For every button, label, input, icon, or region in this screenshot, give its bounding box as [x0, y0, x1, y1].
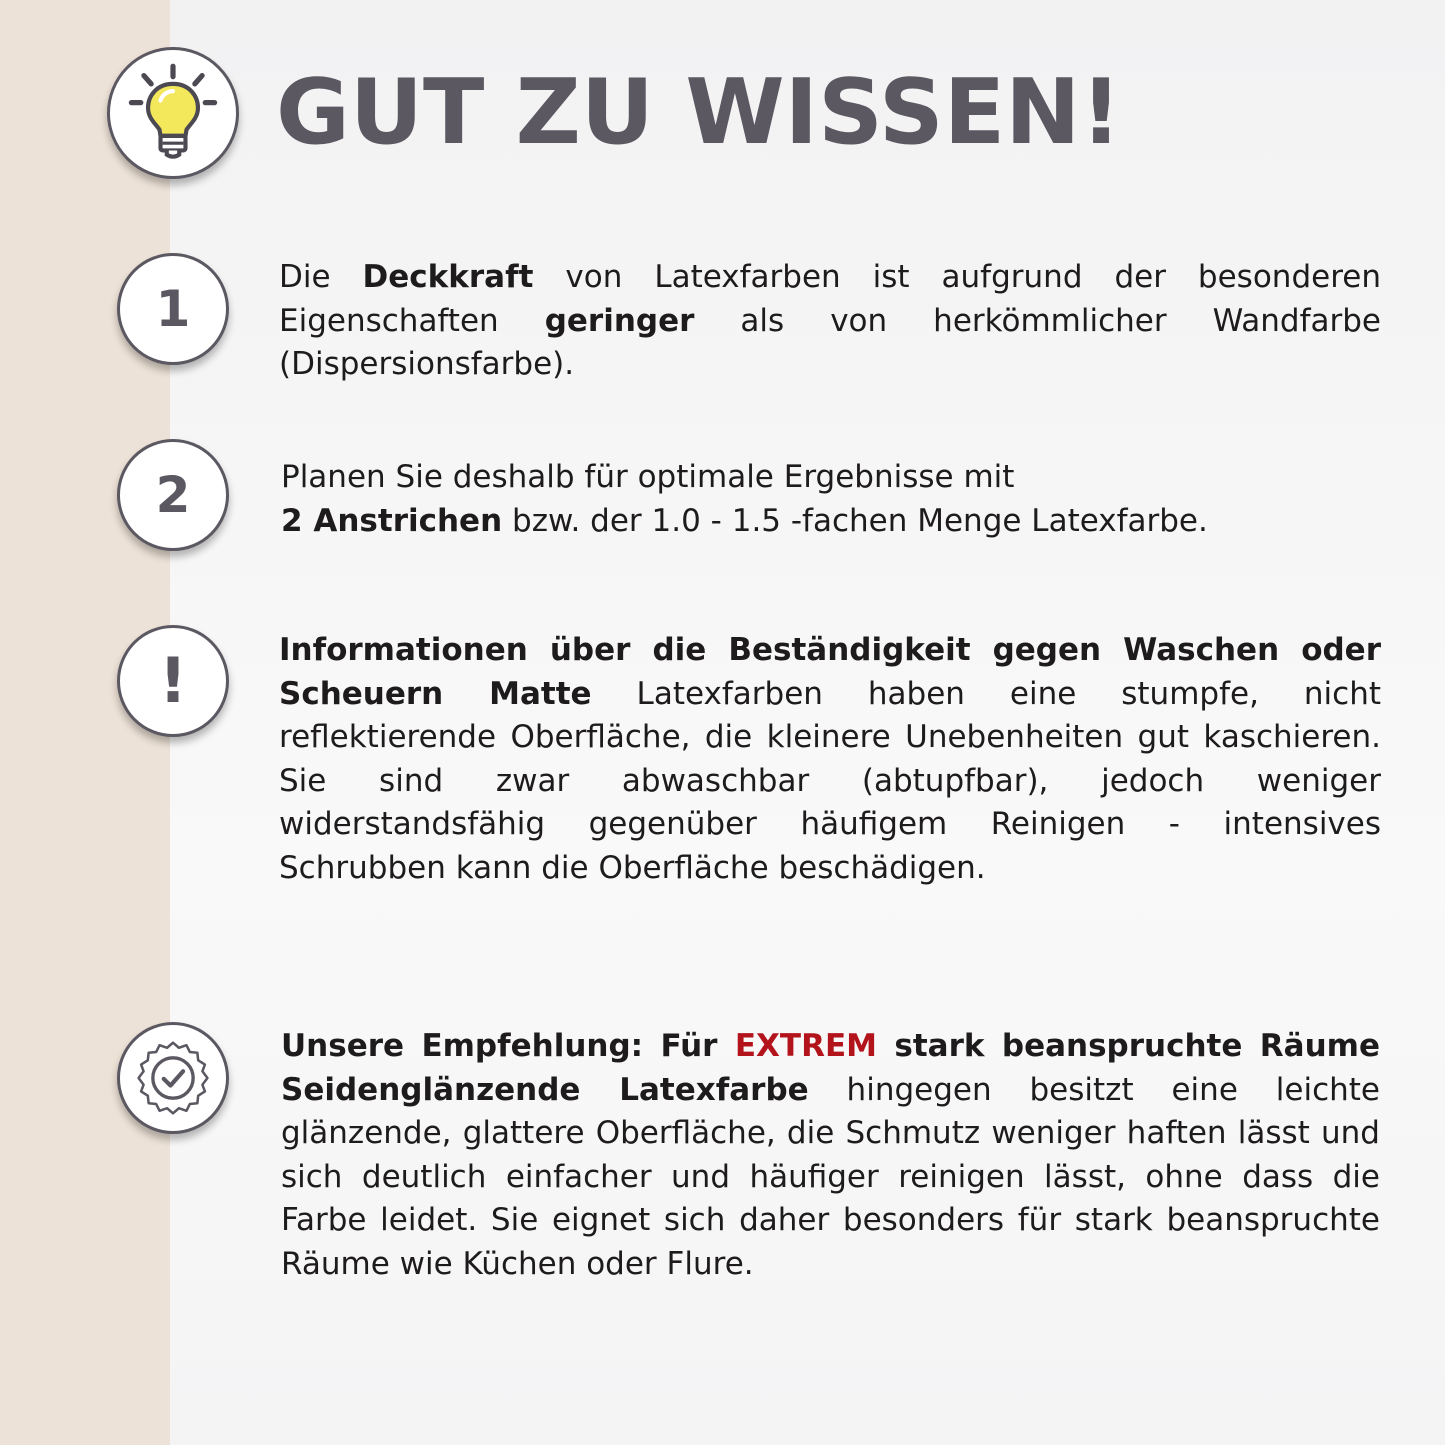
info-paragraph-1: Die Deckkraft von Latexfarben ist aufgrund der besonderen Eigenschaften geringer als von herkömmlicher Wandfarbe (Dispersionsfarbe). [279, 259, 1381, 382]
emphasis: stark beanspruchte Räume Seidenglänzende Latexfarbe [281, 1028, 1380, 1108]
verified-seal-check-icon [131, 1036, 215, 1120]
emphasis: Deckkraft [362, 259, 534, 295]
info-paragraph-3: Informationen über die Beständigkeit gegen Waschen oder Scheuern Matte Latexfarben haben eine stumpfe, nicht reflektierende Oberfläche, die kleinere Unebenheiten gut kaschieren. Sie sind zwar abwaschbar (abtupfbar), jedoch weniger widerstandsfähig gegenüber häufigem Reinigen - intensives Schrubben kann die Oberfläche beschädigen. [279, 632, 1381, 886]
info-paragraph-2: Planen Sie deshalb für optimale Ergebnisse mit 2 Anstrichen bzw. der 1.0 - 1.5 -fachen Menge Latexfarbe. [281, 459, 1208, 539]
step-badge-1 [117, 253, 229, 365]
highlight-word: EXTREM [734, 1028, 877, 1064]
step-badge-2 [117, 439, 229, 551]
step-number: 1 [155, 280, 191, 338]
emphasis: 2 Anstrichen [281, 502, 503, 539]
page-title: GUT ZU WISSEN! [276, 60, 1122, 165]
emphasis: Unsere Empfehlung: Für [281, 1028, 735, 1064]
warning-badge [117, 625, 229, 737]
exclamation-icon: ! [158, 644, 188, 717]
info-paragraph-4: Unsere Empfehlung: Für EXTREM stark beanspruchte Räume Seidenglänzende Latexfarbe hingegen besitzt eine leichte glänzende, glattere Oberfläche, die Schmutz weniger haften lässt und sich deutlich einfacher und häufiger reinigen lässt, ohne dass die Farbe leidet. Sie eignet sich daher besonders für stark beanspruchte Räume wie Küchen oder Flure. [281, 1028, 1380, 1282]
emphasis: geringer [544, 302, 695, 339]
recommendation-badge [117, 1022, 229, 1134]
lightbulb-icon [121, 61, 225, 165]
lightbulb-badge [107, 47, 239, 179]
emphasis: Informationen über die Beständigkeit gegen Waschen oder Scheuern Matte [279, 632, 1381, 712]
step-number: 2 [155, 466, 191, 524]
